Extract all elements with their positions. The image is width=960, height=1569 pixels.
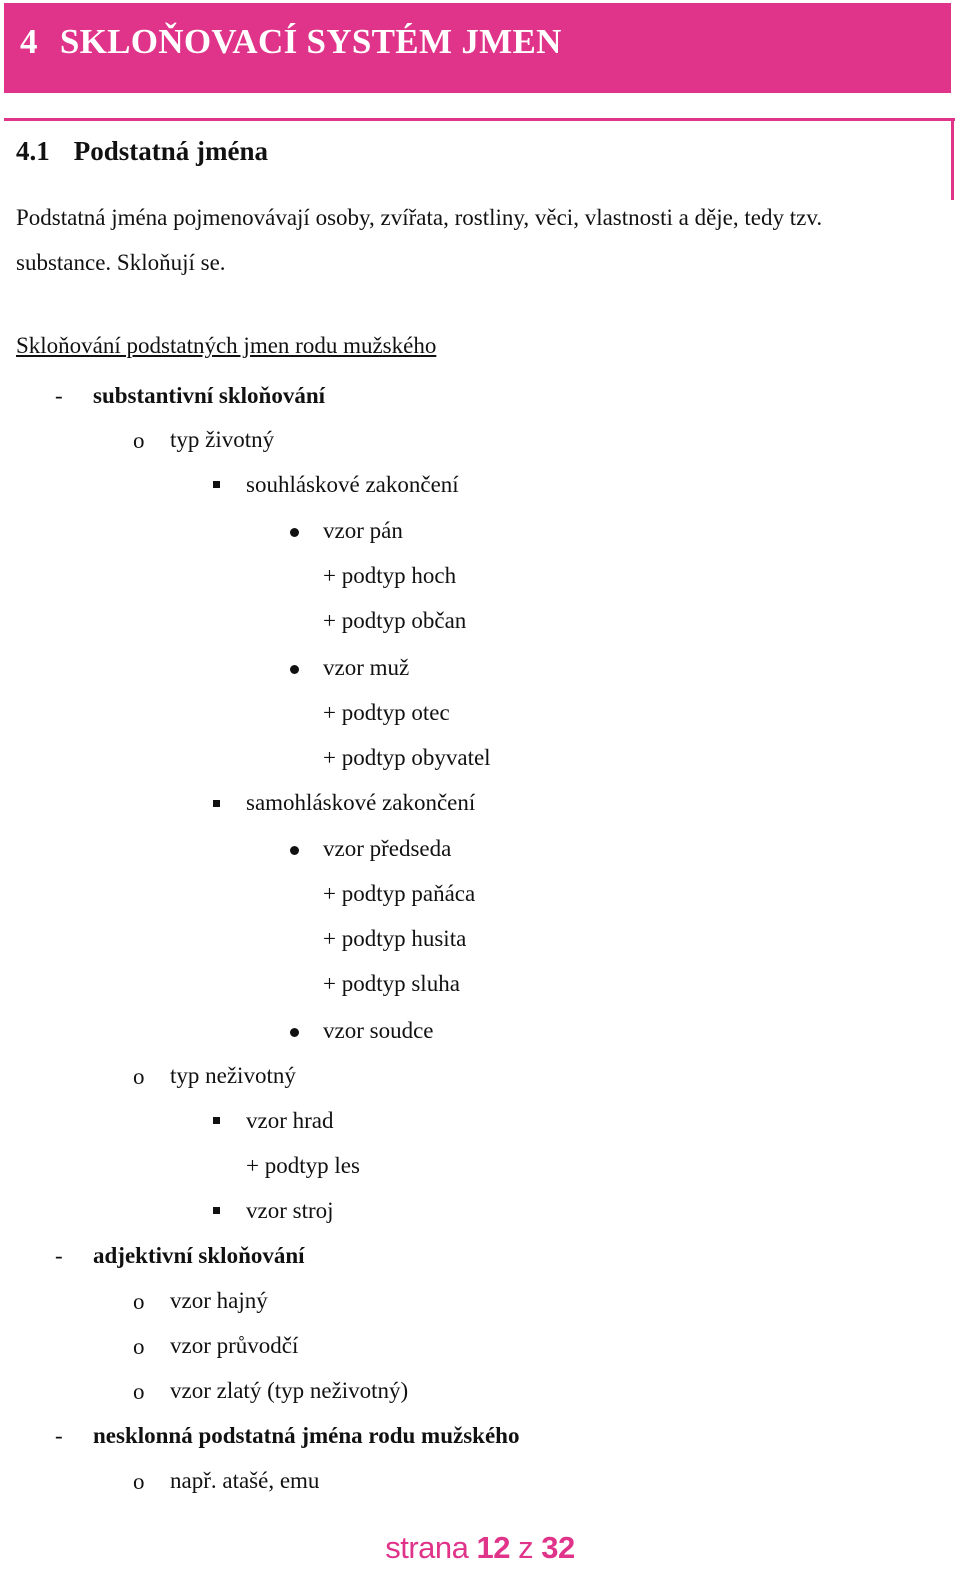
- circle-bullet: o: [133, 1334, 145, 1359]
- dash-bullet: -: [55, 1423, 63, 1448]
- circle-bullet: o: [133, 1064, 145, 1089]
- chapter-header-band: [4, 3, 951, 93]
- circle-bullet: o: [133, 428, 145, 453]
- item-vzor-stroj: vzor stroj: [246, 1198, 334, 1223]
- dot-bullet: [290, 1028, 299, 1037]
- circle-bullet: o: [133, 1469, 145, 1494]
- circle-bullet: o: [133, 1379, 145, 1404]
- item-napr: např. atašé, emu: [170, 1468, 320, 1493]
- item-podtyp-obcan: + podtyp občan: [323, 608, 467, 633]
- item-samohlaskove: samohláskové zakončení: [246, 790, 476, 815]
- item-vzor-hrad: vzor hrad: [246, 1108, 334, 1133]
- page-total: 32: [541, 1530, 575, 1565]
- circle-bullet: o: [133, 1289, 145, 1314]
- item-podtyp-hoch: + podtyp hoch: [323, 563, 457, 588]
- intro-paragraph: [16, 195, 946, 285]
- item-podtyp-panaca: + podtyp paňáca: [323, 881, 476, 906]
- square-bullet: [213, 481, 220, 488]
- item-podtyp-husita: + podtyp husita: [323, 926, 467, 951]
- item-vzor-predseda: vzor předseda: [323, 836, 452, 861]
- intro-line-2: substance. Skloňují se.: [16, 250, 226, 275]
- section-rule-right: [951, 118, 954, 200]
- page-label: strana: [385, 1530, 469, 1565]
- section-rule-top: [4, 118, 955, 121]
- item-typ-zivotny: typ životný: [170, 427, 275, 452]
- dash-bullet: -: [55, 383, 63, 408]
- item-vzor-muz: vzor muž: [323, 655, 410, 680]
- item-nesklonna: nesklonná podstatná jména rodu mužského: [93, 1423, 520, 1448]
- item-vzor-soudce: vzor soudce: [323, 1018, 434, 1043]
- square-bullet: [213, 800, 220, 807]
- item-souhlaskove: souhláskové zakončení: [246, 472, 459, 497]
- section-title: [16, 136, 268, 167]
- dash-bullet: -: [55, 1243, 63, 1268]
- section-number: 4.1: [16, 136, 50, 166]
- item-vzor-zlaty: vzor zlatý (typ neživotný): [170, 1378, 409, 1403]
- item-podtyp-les: + podtyp les: [246, 1153, 360, 1178]
- item-typ-nezivotny: typ neživotný: [170, 1063, 296, 1088]
- intro-line-1: Podstatná jména pojmenovávají osoby, zvířata, rostliny, věci, vlastnosti a děje, tedy tzv.: [16, 205, 823, 230]
- item-podtyp-sluha: + podtyp sluha: [323, 971, 460, 996]
- dot-bullet: [290, 846, 299, 855]
- page-number-footer: [0, 1530, 960, 1566]
- list-heading: Skloňování podstatných jmen rodu mužského: [16, 333, 437, 358]
- item-substantivni: substantivní skloňování: [93, 383, 326, 408]
- item-podtyp-otec: + podtyp otec: [323, 700, 450, 725]
- section-title-text: Podstatná jména: [73, 136, 268, 166]
- chapter-title-text: SKLOŇOVACÍ SYSTÉM JMEN: [59, 22, 562, 61]
- chapter-title: [20, 22, 562, 62]
- dot-bullet: [290, 665, 299, 674]
- page-current: 12: [476, 1530, 511, 1565]
- square-bullet: [213, 1117, 220, 1124]
- page-separator: z: [518, 1530, 534, 1565]
- chapter-number: 4: [20, 22, 38, 61]
- dot-bullet: [290, 528, 299, 537]
- item-vzor-pruvodci: vzor průvodčí: [170, 1333, 299, 1358]
- item-vzor-pan: vzor pán: [323, 518, 403, 543]
- item-podtyp-obyvatel: + podtyp obyvatel: [323, 745, 491, 770]
- square-bullet: [213, 1207, 220, 1214]
- item-adjektivni: adjektivní skloňování: [93, 1243, 305, 1268]
- item-vzor-hajny: vzor hajný: [170, 1288, 268, 1313]
